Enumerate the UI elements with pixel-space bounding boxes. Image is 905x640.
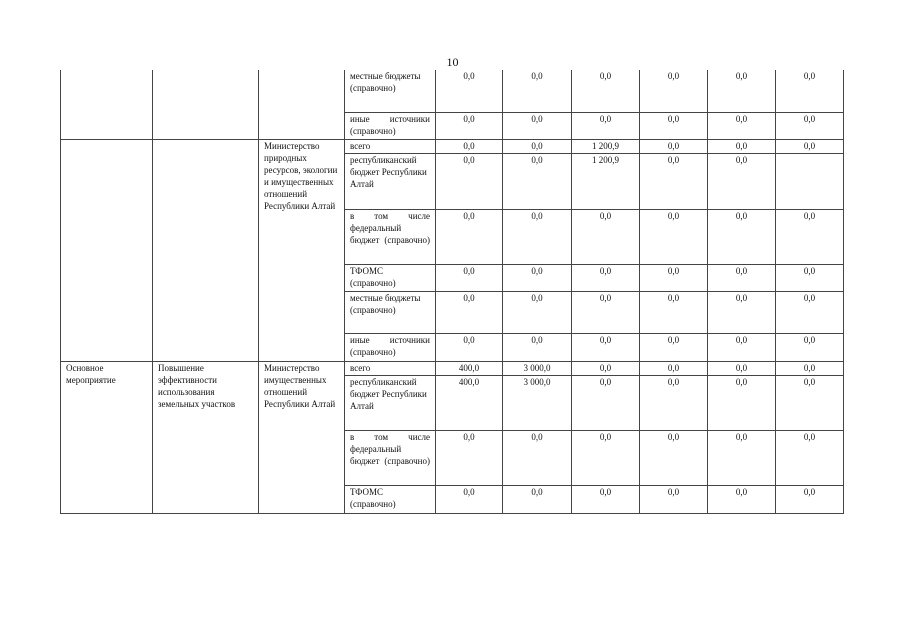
- value-cell: 0,0: [776, 112, 844, 139]
- value-cell: 0,0: [776, 291, 844, 333]
- value-cell: 0,0: [776, 333, 844, 361]
- value-cell: 0,0: [436, 139, 503, 153]
- value-cell: 0,0: [640, 333, 708, 361]
- value-cell: 0,0: [572, 264, 640, 291]
- value-cell: 0,0: [572, 209, 640, 264]
- value-cell: 1 200,9: [572, 153, 640, 209]
- funding-source-cell: республиканский бюджет Республики Алтай: [345, 153, 436, 209]
- activity-name-cell: Повышение эффективности использования земельных участков: [153, 361, 259, 513]
- value-cell: 0,0: [640, 361, 708, 375]
- funding-source-cell: республиканский бюджет Республики Алтай: [345, 375, 436, 430]
- value-cell: 0,0: [640, 209, 708, 264]
- value-cell: 0,0: [503, 209, 572, 264]
- status-cell-continued: [61, 70, 153, 139]
- funding-source-cell: всего: [345, 361, 436, 375]
- value-cell: 0,0: [436, 209, 503, 264]
- table-row: [61, 361, 844, 375]
- value-cell: 0,0: [436, 153, 503, 209]
- value-cell: 0,0: [708, 375, 776, 430]
- value-cell: 0,0: [776, 264, 844, 291]
- value-cell: 0,0: [776, 70, 844, 112]
- executor-cell: Министерство природных ресурсов, экологии и имущественных отношений Республики Алтай: [259, 139, 345, 361]
- value-cell: 0,0: [776, 430, 844, 485]
- value-cell: 0,0: [776, 485, 844, 513]
- funding-source-cell: в том числе федеральный бюджет (справочно): [345, 430, 436, 485]
- value-cell: 0,0: [436, 291, 503, 333]
- value-cell: 1 200,9: [572, 139, 640, 153]
- value-cell: 0,0: [572, 485, 640, 513]
- value-cell: 0,0: [640, 291, 708, 333]
- value-cell: 0,0: [572, 430, 640, 485]
- value-cell: 0,0: [503, 112, 572, 139]
- value-cell: 0,0: [776, 375, 844, 430]
- page-number: 10: [446, 55, 459, 69]
- value-cell: 0,0: [708, 291, 776, 333]
- name-cell-continued: [153, 139, 259, 361]
- value-cell: 3 000,0: [503, 375, 572, 430]
- value-cell: 0,0: [708, 333, 776, 361]
- value-cell: 0,0: [572, 70, 640, 112]
- value-cell: 0,0: [436, 264, 503, 291]
- value-cell: 0,0: [708, 209, 776, 264]
- value-cell: 0,0: [503, 153, 572, 209]
- executor-cell: Министерство имущественных отношений Республики Алтай: [259, 361, 345, 513]
- funding-source-cell: ТФОМС (справочно): [345, 485, 436, 513]
- value-cell: 0,0: [503, 485, 572, 513]
- value-cell: 0,0: [708, 264, 776, 291]
- value-cell: 0,0: [640, 153, 708, 209]
- funding-source-cell: в том числе федеральный бюджет (справочно): [345, 209, 436, 264]
- value-cell: 0,0: [503, 70, 572, 112]
- status-cell: Основное мероприятие: [61, 361, 153, 513]
- value-cell: 0,0: [708, 361, 776, 375]
- value-cell: 0,0: [776, 361, 844, 375]
- value-cell: 3 000,0: [503, 361, 572, 375]
- value-cell: 0,0: [436, 430, 503, 485]
- value-cell: 0,0: [708, 139, 776, 153]
- value-cell: [776, 153, 844, 209]
- funding-source-cell: иные источники (справочно): [345, 333, 436, 361]
- value-cell: 0,0: [640, 70, 708, 112]
- funding-source-cell: всего: [345, 139, 436, 153]
- value-cell: 0,0: [572, 291, 640, 333]
- value-cell: 0,0: [436, 112, 503, 139]
- value-cell: 0,0: [708, 430, 776, 485]
- status-cell-continued: [61, 139, 153, 361]
- value-cell: 0,0: [640, 375, 708, 430]
- value-cell: 0,0: [640, 264, 708, 291]
- funding-source-cell: местные бюджеты (справочно): [345, 291, 436, 333]
- name-cell-continued: [153, 70, 259, 139]
- value-cell: 0,0: [640, 139, 708, 153]
- value-cell: 400,0: [436, 375, 503, 430]
- value-cell: 0,0: [572, 375, 640, 430]
- value-cell: 0,0: [572, 361, 640, 375]
- value-cell: 0,0: [640, 485, 708, 513]
- value-cell: 0,0: [572, 333, 640, 361]
- value-cell: 0,0: [708, 70, 776, 112]
- value-cell: 0,0: [436, 485, 503, 513]
- value-cell: 0,0: [708, 153, 776, 209]
- value-cell: 0,0: [503, 139, 572, 153]
- executor-cell-continued: [259, 70, 345, 139]
- value-cell: 0,0: [708, 485, 776, 513]
- value-cell: 400,0: [436, 361, 503, 375]
- value-cell: 0,0: [708, 112, 776, 139]
- value-cell: 0,0: [436, 70, 503, 112]
- funding-source-cell: ТФОМС (справочно): [345, 264, 436, 291]
- value-cell: 0,0: [436, 333, 503, 361]
- value-cell: 0,0: [503, 291, 572, 333]
- value-cell: 0,0: [503, 430, 572, 485]
- value-cell: 0,0: [776, 209, 844, 264]
- funding-source-cell: местные бюджеты (справочно): [345, 70, 436, 112]
- table-row: [61, 70, 844, 112]
- funding-source-cell: иные источники (справочно): [345, 112, 436, 139]
- value-cell: 0,0: [503, 264, 572, 291]
- value-cell: 0,0: [640, 112, 708, 139]
- value-cell: 0,0: [572, 112, 640, 139]
- table-row: [61, 139, 844, 153]
- value-cell: 0,0: [640, 430, 708, 485]
- budget-table: [60, 70, 844, 514]
- value-cell: 0,0: [776, 139, 844, 153]
- value-cell: 0,0: [503, 333, 572, 361]
